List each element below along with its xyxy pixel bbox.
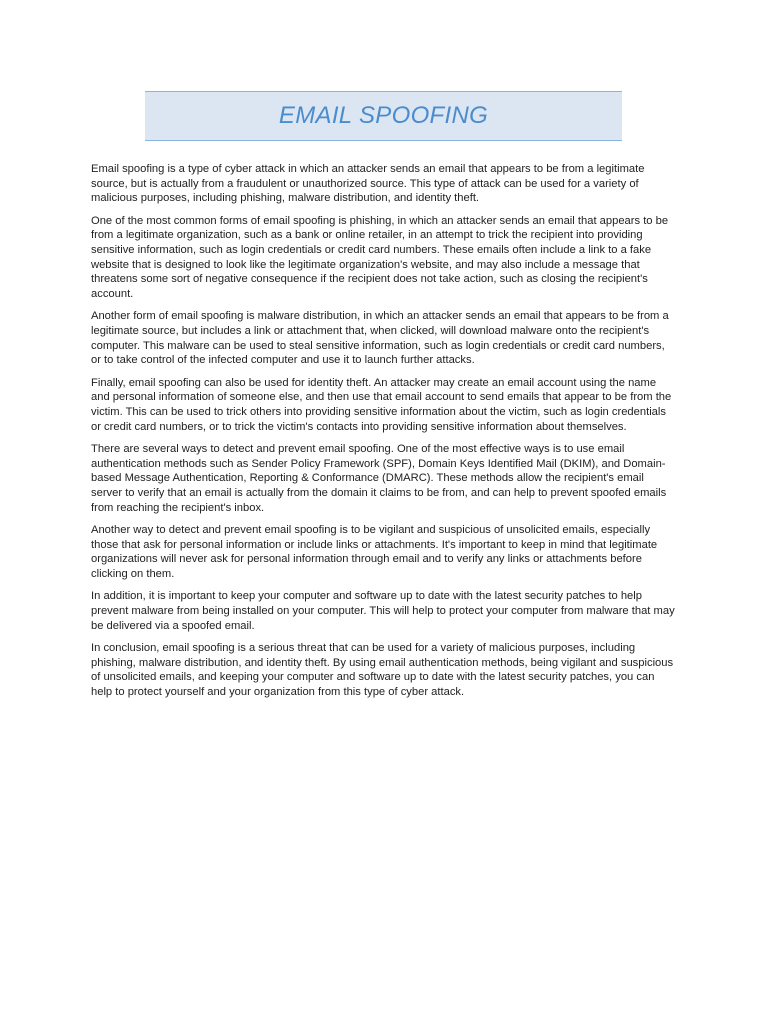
paragraph-conclusion: In conclusion, email spoofing is a serious threat that can be used for a variety of malicious purposes, including phishing, malware distribution, and identity theft. By using email authentication methods, being vigilant and suspicious of unsolicited emails, and keeping your computer and software up to date with the latest security patches, you can help to protect yourself and your organization from this type of cyber attack. — [91, 641, 674, 698]
document-body — [91, 162, 677, 707]
paragraph-identity-theft: Finally, email spoofing can also be used for identity theft. An attacker may create an email account using the name and personal information of someone else, and then use that email account to send emails that appear to be from the victim. This can be used to trick others into providing sensitive information about the victim, such as login credentials or credit card numbers, or to trick the victim's contacts into providing sensitive information about themselves. — [91, 376, 672, 433]
paragraph-authentication: There are several ways to detect and prevent email spoofing. One of the most effective ways is to use email authentication methods such as Sender Policy Framework (SPF), Domain Keys Identified Mail (DKIM), and Domain-based Message Authentication, Reporting & Conformance (DMARC). These methods allow the recipient's email server to verify that an email is actually from the domain it claims to be from, and can help to prevent spoofed emails from reaching the recipient's inbox. — [91, 442, 667, 514]
paragraph-malware: Another form of email spoofing is malware distribution, in which an attacker sends an email that appears to be from a legitimate source, but includes a link or attachment that, when clicked, will download malware onto the recipient's computer. This malware can be used to steal sensitive information, such as login credentials or credit card numbers, or to take control of the infected computer and use it to launch further attacks. — [91, 310, 669, 367]
paragraph-updates: In addition, it is important to keep your computer and software up to date with the latest security patches to help prevent malware from being installed on your computer. This will help to protect your computer from malware that may be delivered via a spoofed email. — [91, 590, 675, 632]
page-title: EMAIL SPOOFING — [278, 102, 489, 129]
paragraph-vigilance: Another way to detect and prevent email spoofing is to be vigilant and suspicious of unsolicited emails, especially those that ask for personal information or include links or attachments. It's important to keep in mind that legitimate organizations will never ask for personal information through email and to verify any links or attachments before clicking on them. — [91, 523, 658, 581]
title-banner — [145, 91, 622, 141]
paragraph-phishing: One of the most common forms of email spoofing is phishing, in which an attacker sends an email that appears to be from a legitimate organization, such as a bank or online retailer, in an attempt to trick the recipient into providing sensitive information, such as login credentials or credit card numbers. These emails often include a link to a fake website that is designed to look like the legitimate organization's website, and may also include a message that threatens some sort of negative consequence if the recipient does not take action, such as closing the recipient's account. — [91, 214, 669, 301]
paragraph-intro: Email spoofing is a type of cyber attack in which an attacker sends an email that appears to be from a legitimate source, but is actually from a fraudulent or unauthorized source. This type of attack can be used for a variety of malicious purposes, including phishing, malware distribution, and identity theft. — [91, 163, 645, 205]
